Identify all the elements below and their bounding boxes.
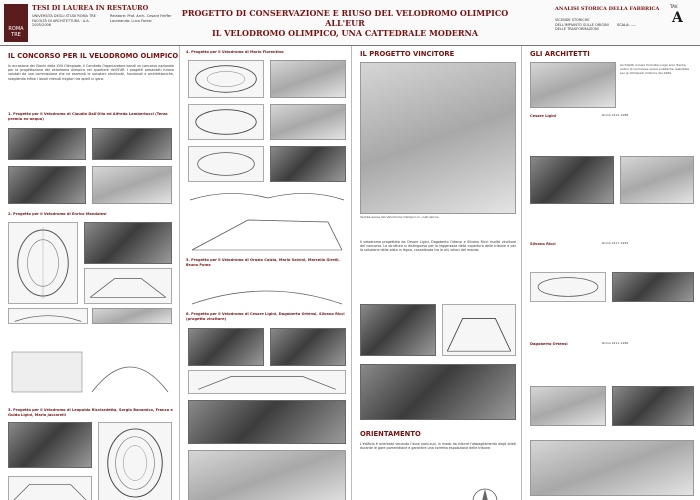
photo-velodrome-exterior	[530, 440, 694, 496]
architect-ortensi-name: Dagoberto Ortensi	[530, 342, 568, 346]
photo-ortensi-work-a	[530, 386, 606, 426]
analysis-title: ANALISI STORICA DELLA FABBRICA	[555, 6, 660, 12]
drawing-project-4a	[188, 60, 264, 98]
architect-ligini-name: Cesare Ligini	[530, 114, 557, 118]
photo-ricci-work	[612, 272, 694, 302]
caption-project-2: 2. Progetto per il Velodromo di Enrico Mandolesi	[8, 212, 107, 216]
photo-project-3a	[8, 422, 92, 468]
sheet-label: TAV.	[670, 4, 679, 9]
photo-project-1a	[8, 128, 86, 160]
analysis-subtitle: VICENDE STORICHE DELL'IMPIANTO SULLE ORIGINI DELLE TRASFORMAZIONI	[555, 18, 609, 31]
photo-architects-group	[530, 62, 616, 108]
scale-label: SCALA: ----	[617, 23, 636, 27]
caption-project-1: 1. Progetto per il Velodromo di Claudio Dall'Olio ed Alfredo Lambertucci (Terzo premio ex-aequo)	[8, 112, 168, 121]
orientation-title: ORIENTAMENTO	[360, 430, 421, 438]
drawing-project-2-plan	[8, 222, 78, 304]
supervisor-block	[110, 14, 172, 24]
sheet-letter: A	[672, 10, 683, 26]
competition-intro: In occasione dei Giochi della XVII Olimpiade, il Comitato Organizzatore bandì un concorso nazionale per la progettazione del velodromo olimpico nel quartiere dell'EUR. I progetti presentati furono valutati da una commissione che ne esaminò le soluzioni strutturali, funzionali e architettoniche, scegliendo infine i lavori ritenuti migliori tra quelli in gara.	[8, 64, 174, 81]
caption-project-3: 3. Progetto per il Velodromo di Leopoldo Ricciardetta, Sergio Bonamico, Franco e Guido Ligini, Mario Jaccarelli	[8, 408, 173, 417]
university-logo: ROMA TRE	[4, 4, 28, 42]
thesis-title: TESI DI LAUREA IN RESTAURO	[32, 4, 149, 12]
header-band	[0, 0, 700, 46]
photo-ligini-portrait	[620, 156, 694, 204]
drawing-ricci-work	[530, 272, 606, 302]
caption-project-6: 6. Progetto per il Velodromo di Cesare Ligini, Dagoberto Ortensi, Silvano Ricci (progetto vincitore)	[186, 312, 345, 321]
drawing-project-5-view	[188, 210, 346, 254]
main-title-line2: IL VELODROMO OLIMPICO, UNA CATTEDRALE MODERNA	[211, 28, 479, 38]
photo-ligini-work	[530, 156, 614, 204]
drawing-project-3-section	[8, 476, 92, 500]
photo-project-2-detail	[92, 308, 172, 324]
aerial-caption: Veduta aerea del Velodromo Olimpico in costruzione	[360, 215, 439, 219]
photo-project-1c	[8, 166, 86, 204]
project-2-elevation-detail	[8, 332, 172, 402]
university-info: UNIVERSITÀ DEGLI STUDI ROMA TRE · FACOLTÀ DI ARCHITETTURA · A.A. 2005/2006	[32, 14, 99, 27]
winner-text: Il velodromo progettato da Cesare Ligini, Dagoberto Ortensi e Silvano Ricci risultò vincitore del concorso. La struttura si distingueva per la leggerezza della copertura delle tribune e per la soluzione della pista in legno, considerata tra le più veloci del mondo.	[360, 240, 516, 253]
drawing-project-5-elevation	[188, 278, 346, 308]
drawing-project-2-elevation	[8, 308, 88, 324]
photo-project-4a	[270, 60, 346, 98]
photo-ortensi-work-b	[612, 386, 694, 426]
drawing-winner-section	[442, 304, 516, 356]
drawing-project-2-section	[84, 268, 172, 304]
architect-ricci-name: Silvano Ricci	[530, 242, 556, 246]
drawing-project-3-plan	[98, 422, 172, 500]
drawing-project-4-section	[188, 186, 346, 204]
caption-project-5: 5. Progetto per il Velodromo di Orazio Calzia, Mario Salvini, Marcello Girelli, Bruno Poma	[186, 258, 340, 267]
orientation-text: L'edificio è orientato secondo l'asse nord-sud, in modo da ridurre l'abbagliamento degli atleti durante le gare pomeridiane e garantire una corretta esposizione delle tribune.	[360, 442, 516, 451]
photo-project-6-model	[188, 400, 346, 444]
winner-title: IL PROGETTO VINCITORE	[360, 50, 455, 58]
photo-project-1b	[92, 128, 172, 160]
column-projects	[180, 46, 352, 500]
architects-title: GLI ARCHITETTI	[530, 50, 590, 58]
photo-project-6b	[270, 328, 346, 366]
relatore-text: Relatore: Prof. Arch. Cesare Feiffer	[110, 14, 172, 18]
photo-aerial-construction	[360, 62, 516, 214]
competition-title: IL CONCORSO PER IL VELODROMO OLIMPICO	[8, 52, 179, 60]
photo-project-4c	[270, 146, 346, 182]
column-competition	[0, 46, 180, 500]
photo-project-1d	[92, 166, 172, 204]
column-winner	[352, 46, 522, 500]
photo-project-6-aerial	[188, 450, 346, 500]
drawing-project-4c	[188, 146, 264, 182]
laureando-text: Laureando: Luca Foresi	[110, 19, 152, 23]
main-title-line1: PROGETTO DI CONSERVAZIONE E RIUSO DEL VELODROMO OLIMPICO ALL'EUR	[181, 8, 509, 28]
photo-project-2-model	[84, 222, 172, 264]
photo-winner-interior	[360, 304, 436, 356]
column-architects	[522, 46, 700, 500]
photo-project-6a	[188, 328, 264, 366]
architect-ligini-dates: Roma 1913–1988	[602, 113, 629, 117]
compass-rose-icon	[470, 486, 500, 500]
photo-project-4b	[270, 104, 346, 140]
caption-project-4: 4. Progetto per il Velodromo di Mario Fiorentino	[186, 50, 284, 54]
architect-ricci-dates: Roma 1917–1992	[602, 241, 629, 245]
photo-winner-tribunes	[360, 364, 516, 420]
drawing-project-6-section	[188, 370, 346, 394]
main-title	[180, 8, 510, 38]
drawing-project-4b	[188, 104, 264, 140]
architects-bio: Architetti romani formatisi negli anni Trenta, autori di numerose opere pubbliche realizzate per le Olimpiadi di Roma del 1960.	[620, 63, 690, 75]
architect-ortensi-dates: Roma 1911–1986	[602, 341, 629, 345]
